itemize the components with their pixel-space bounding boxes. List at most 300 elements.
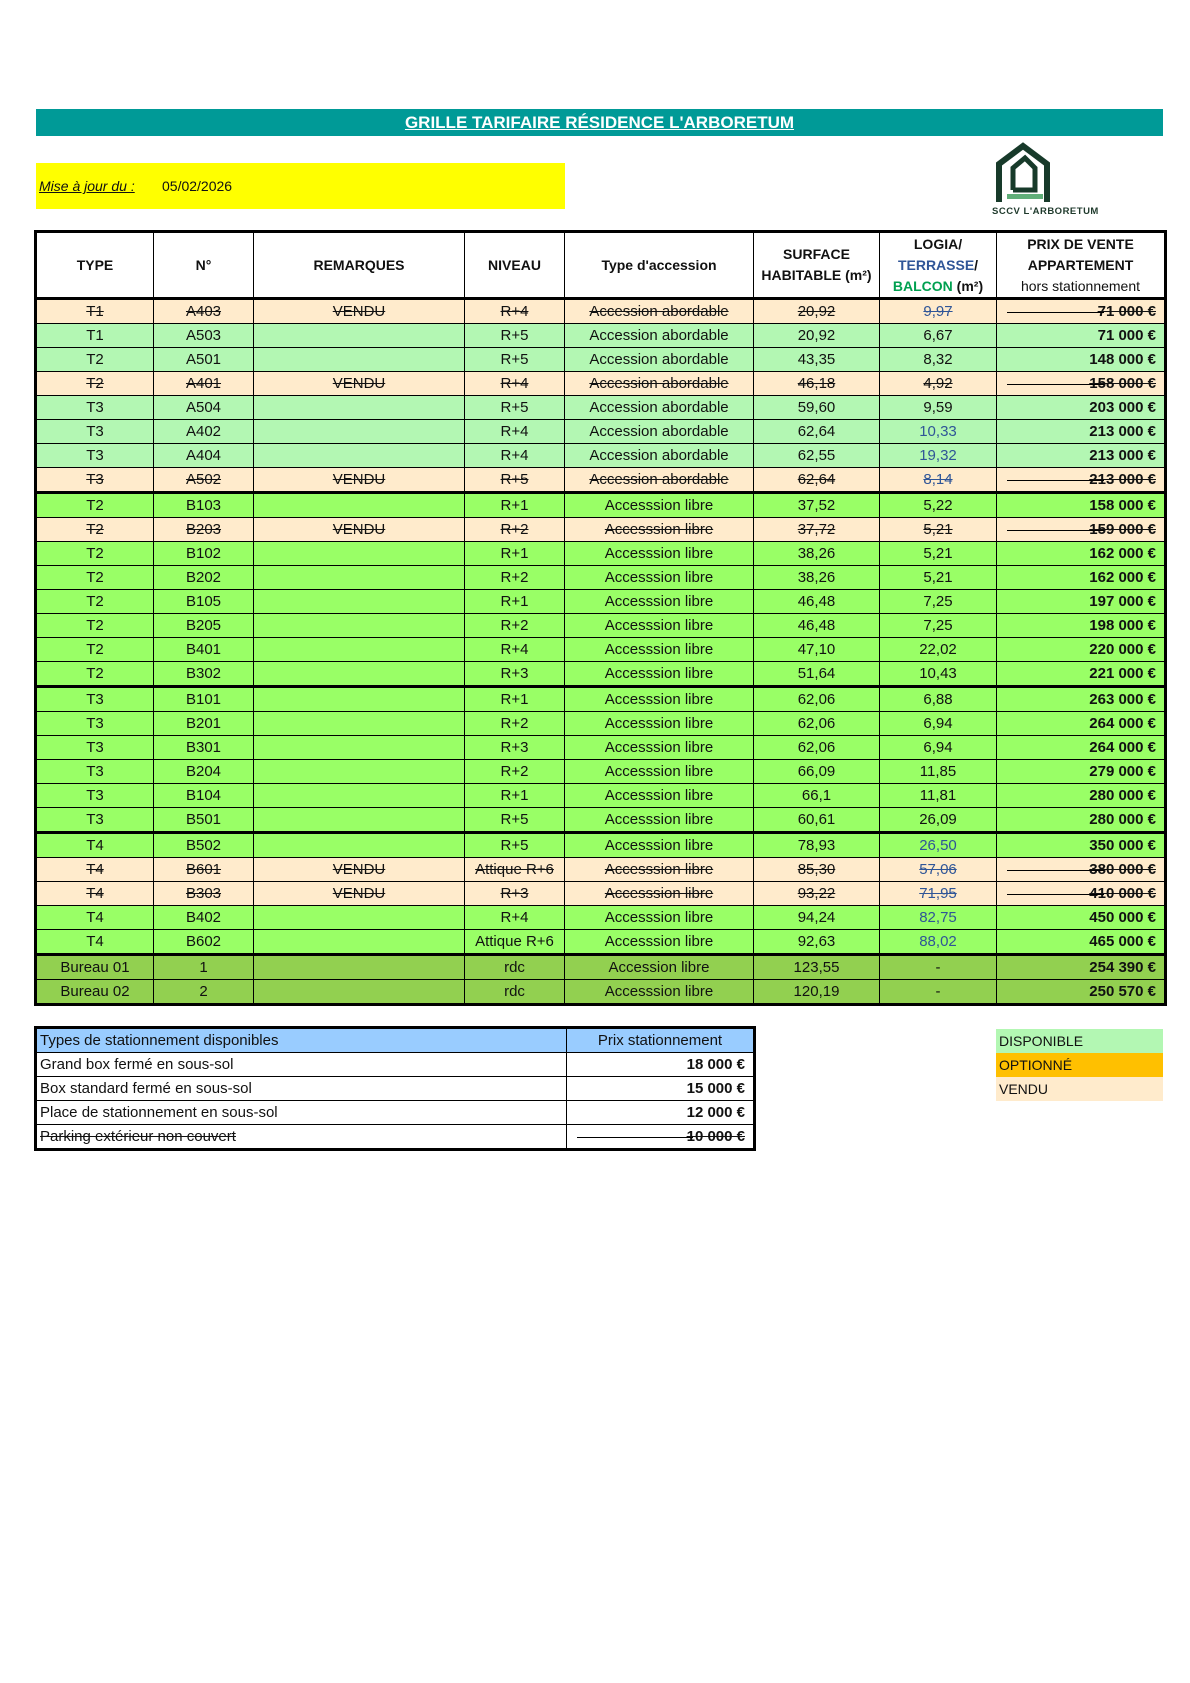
cell-surface: 38,26: [754, 542, 880, 566]
update-date: 05/02/2026: [162, 178, 233, 194]
cell-exterior-area: 71,95: [880, 882, 997, 906]
cell-price: 203 000 €: [997, 396, 1166, 420]
cell-numero: A401: [154, 372, 254, 396]
cell-remarques: VENDU: [254, 858, 465, 882]
cell-exterior-area: 82,75: [880, 906, 997, 930]
company-logo: [992, 142, 1102, 222]
legend-item: VENDU: [996, 1077, 1163, 1101]
cell-remarques: [254, 396, 465, 420]
cell-type: Bureau 01: [36, 955, 154, 980]
cell-niveau: R+4: [465, 906, 565, 930]
cell-exterior-area: 11,85: [880, 760, 997, 784]
cell-accession: Accesssion libre: [565, 930, 754, 955]
cell-exterior-area: 5,21: [880, 566, 997, 590]
parking-type: Parking extérieur non couvert: [36, 1125, 567, 1150]
cell-numero: B203: [154, 518, 254, 542]
cell-exterior-area: 7,25: [880, 614, 997, 638]
cell-remarques: [254, 760, 465, 784]
cell-price: 264 000 €: [997, 712, 1166, 736]
cell-surface: 62,64: [754, 468, 880, 493]
cell-surface: 60,61: [754, 808, 880, 833]
cell-niveau: R+2: [465, 760, 565, 784]
cell-exterior-area: 10,43: [880, 662, 997, 687]
col-header-remarques: REMARQUES: [254, 232, 465, 299]
cell-type: T1: [36, 299, 154, 324]
cell-accession: Accesssion libre: [565, 712, 754, 736]
parking-type: Box standard fermé en sous-sol: [36, 1077, 567, 1101]
cell-niveau: R+4: [465, 444, 565, 468]
cell-surface: 85,30: [754, 858, 880, 882]
cell-remarques: [254, 930, 465, 955]
table-row: [36, 372, 1166, 396]
cell-numero: A503: [154, 324, 254, 348]
table-row: [36, 299, 1166, 324]
table-row: [36, 348, 1166, 372]
cell-exterior-area: -: [880, 955, 997, 980]
table-row: [36, 468, 1166, 493]
table-row: [36, 736, 1166, 760]
cell-price: 250 570 €: [997, 980, 1166, 1005]
table-row: [36, 930, 1166, 955]
cell-niveau: R+5: [465, 396, 565, 420]
cell-type: T3: [36, 687, 154, 712]
table-row: [36, 566, 1166, 590]
update-label: Mise à jour du :: [39, 178, 135, 194]
col-header-type: TYPE: [36, 232, 154, 299]
legend-item: OPTIONNÉ: [996, 1053, 1163, 1077]
cell-type: Bureau 02: [36, 980, 154, 1005]
cell-surface: 66,09: [754, 760, 880, 784]
table-row: [36, 542, 1166, 566]
parking-type: Place de stationnement en sous-sol: [36, 1101, 567, 1125]
table-row: [36, 980, 1166, 1005]
cell-accession: Accesssion libre: [565, 638, 754, 662]
cell-type: T3: [36, 468, 154, 493]
cell-niveau: R+3: [465, 882, 565, 906]
house-logo-icon: [993, 142, 1053, 206]
cell-accession: Accesssion libre: [565, 833, 754, 858]
cell-price: 465 000 €: [997, 930, 1166, 955]
cell-niveau: rdc: [465, 955, 565, 980]
table-row: [36, 444, 1166, 468]
cell-numero: B502: [154, 833, 254, 858]
cell-type: T2: [36, 493, 154, 518]
cell-type: T3: [36, 712, 154, 736]
table-row: [36, 396, 1166, 420]
cell-remarques: [254, 566, 465, 590]
loggia-header-line3: [880, 276, 996, 297]
cell-numero: B103: [154, 493, 254, 518]
loggia-header-line1: LOGIA/: [913, 235, 963, 252]
cell-surface: 62,64: [754, 420, 880, 444]
cell-remarques: VENDU: [254, 372, 465, 396]
cell-remarques: VENDU: [254, 299, 465, 324]
loggia-slash: /: [974, 256, 979, 273]
cell-remarques: [254, 712, 465, 736]
cell-remarques: [254, 444, 465, 468]
cell-niveau: R+1: [465, 687, 565, 712]
cell-remarques: [254, 906, 465, 930]
cell-type: T2: [36, 614, 154, 638]
cell-accession: Accession abordable: [565, 468, 754, 493]
table-row: [36, 784, 1166, 808]
cell-type: T4: [36, 882, 154, 906]
parking-price: 15 000 €: [567, 1077, 755, 1101]
col-header-surface: [754, 232, 880, 299]
table-row: [36, 324, 1166, 348]
cell-price: 162 000 €: [997, 566, 1166, 590]
cell-numero: B201: [154, 712, 254, 736]
cell-price: 280 000 €: [997, 808, 1166, 833]
cell-accession: Accesssion libre: [565, 906, 754, 930]
terrasse-label: TERRASSE: [897, 256, 975, 273]
legend-item: DISPONIBLE: [996, 1029, 1163, 1053]
cell-numero: A504: [154, 396, 254, 420]
cell-accession: Accesssion libre: [565, 736, 754, 760]
cell-surface: 51,64: [754, 662, 880, 687]
cell-price: 148 000 €: [997, 348, 1166, 372]
cell-price: 159 000 €: [997, 518, 1166, 542]
cell-remarques: [254, 542, 465, 566]
table-row: [36, 760, 1166, 784]
cell-type: T3: [36, 808, 154, 833]
cell-price: 220 000 €: [997, 638, 1166, 662]
cell-exterior-area: 5,22: [880, 493, 997, 518]
cell-price: 213 000 €: [997, 468, 1166, 493]
parking-row: [36, 1077, 755, 1101]
cell-price: 213 000 €: [997, 444, 1166, 468]
cell-surface: 46,18: [754, 372, 880, 396]
cell-type: T2: [36, 638, 154, 662]
cell-price: 263 000 €: [997, 687, 1166, 712]
status-legend: [996, 1029, 1163, 1101]
cell-price: 264 000 €: [997, 736, 1166, 760]
cell-price: 280 000 €: [997, 784, 1166, 808]
cell-type: T3: [36, 420, 154, 444]
cell-type: T2: [36, 542, 154, 566]
cell-exterior-area: 8,32: [880, 348, 997, 372]
cell-numero: B602: [154, 930, 254, 955]
cell-remarques: [254, 348, 465, 372]
cell-surface: 37,72: [754, 518, 880, 542]
cell-niveau: R+2: [465, 712, 565, 736]
cell-accession: Accession abordable: [565, 348, 754, 372]
surface-header-line2: HABITABLE (m²): [761, 267, 872, 283]
cell-accession: Accesssion libre: [565, 590, 754, 614]
cell-numero: A501: [154, 348, 254, 372]
cell-exterior-area: 6,88: [880, 687, 997, 712]
cell-accession: Accession abordable: [565, 372, 754, 396]
cell-exterior-area: 8,14: [880, 468, 997, 493]
cell-niveau: R+1: [465, 784, 565, 808]
cell-remarques: [254, 614, 465, 638]
cell-accession: Accesssion libre: [565, 760, 754, 784]
cell-price: 279 000 €: [997, 760, 1166, 784]
cell-niveau: R+4: [465, 299, 565, 324]
table-row: [36, 518, 1166, 542]
cell-remarques: [254, 808, 465, 833]
cell-surface: 62,06: [754, 712, 880, 736]
cell-niveau: R+3: [465, 736, 565, 760]
cell-numero: 1: [154, 955, 254, 980]
cell-exterior-area: 6,94: [880, 736, 997, 760]
cell-surface: 46,48: [754, 590, 880, 614]
cell-niveau: R+5: [465, 468, 565, 493]
cell-remarques: [254, 324, 465, 348]
cell-accession: Accession abordable: [565, 324, 754, 348]
cell-price: 71 000 €: [997, 324, 1166, 348]
cell-remarques: [254, 784, 465, 808]
cell-exterior-area: -: [880, 980, 997, 1005]
cell-niveau: R+1: [465, 542, 565, 566]
cell-surface: 20,92: [754, 324, 880, 348]
cell-remarques: [254, 662, 465, 687]
cell-price: 450 000 €: [997, 906, 1166, 930]
table-row: [36, 955, 1166, 980]
cell-surface: 62,55: [754, 444, 880, 468]
cell-numero: B303: [154, 882, 254, 906]
table-row: [36, 906, 1166, 930]
cell-surface: 66,1: [754, 784, 880, 808]
cell-numero: B401: [154, 638, 254, 662]
cell-remarques: [254, 980, 465, 1005]
table-row: [36, 833, 1166, 858]
col-header-numero: N°: [154, 232, 254, 299]
cell-niveau: R+5: [465, 833, 565, 858]
cell-surface: 78,93: [754, 833, 880, 858]
cell-exterior-area: 19,32: [880, 444, 997, 468]
cell-exterior-area: 26,09: [880, 808, 997, 833]
cell-numero: B205: [154, 614, 254, 638]
cell-surface: 92,63: [754, 930, 880, 955]
cell-niveau: R+4: [465, 420, 565, 444]
cell-type: T3: [36, 444, 154, 468]
cell-numero: B202: [154, 566, 254, 590]
col-header-prix: [997, 232, 1166, 299]
cell-type: T1: [36, 324, 154, 348]
price-grid-table: [34, 230, 1167, 1006]
table-header-row: [36, 232, 1166, 299]
cell-exterior-area: 11,81: [880, 784, 997, 808]
cell-type: T3: [36, 736, 154, 760]
cell-surface: 43,35: [754, 348, 880, 372]
cell-type: T2: [36, 590, 154, 614]
cell-accession: Accession abordable: [565, 444, 754, 468]
cell-price: 254 390 €: [997, 955, 1166, 980]
prix-header-line1: PRIX DE VENTE: [1027, 235, 1134, 252]
col-header-niveau: NIVEAU: [465, 232, 565, 299]
cell-surface: 62,06: [754, 736, 880, 760]
cell-accession: Accesssion libre: [565, 882, 754, 906]
cell-surface: 93,22: [754, 882, 880, 906]
cell-accession: Accession abordable: [565, 396, 754, 420]
cell-remarques: [254, 687, 465, 712]
cell-niveau: Attique R+6: [465, 930, 565, 955]
cell-exterior-area: 5,21: [880, 542, 997, 566]
page-title: GRILLE TARIFAIRE RÉSIDENCE L'ARBORETUM: [404, 113, 795, 132]
cell-remarques: [254, 833, 465, 858]
table-row: [36, 662, 1166, 687]
cell-price: 213 000 €: [997, 420, 1166, 444]
cell-surface: 38,26: [754, 566, 880, 590]
parking-table: [34, 1026, 756, 1151]
cell-type: T4: [36, 858, 154, 882]
cell-numero: A404: [154, 444, 254, 468]
cell-accession: Accesssion libre: [565, 566, 754, 590]
cell-accession: Accesssion libre: [565, 858, 754, 882]
prix-header-line2: APPARTEMENT: [1027, 256, 1134, 273]
cell-numero: B105: [154, 590, 254, 614]
cell-price: 410 000 €: [997, 882, 1166, 906]
cell-niveau: R+3: [465, 662, 565, 687]
parking-type: Grand box fermé en sous-sol: [36, 1053, 567, 1077]
cell-numero: B601: [154, 858, 254, 882]
cell-type: T3: [36, 396, 154, 420]
cell-exterior-area: 9,97: [880, 299, 997, 324]
cell-exterior-area: 88,02: [880, 930, 997, 955]
cell-accession: Accesssion libre: [565, 784, 754, 808]
cell-accession: Accession libre: [565, 955, 754, 980]
cell-niveau: R+2: [465, 566, 565, 590]
cell-remarques: [254, 420, 465, 444]
cell-type: T2: [36, 566, 154, 590]
cell-numero: A502: [154, 468, 254, 493]
cell-surface: 94,24: [754, 906, 880, 930]
cell-numero: B102: [154, 542, 254, 566]
cell-surface: 47,10: [754, 638, 880, 662]
table-row: [36, 882, 1166, 906]
cell-remarques: VENDU: [254, 468, 465, 493]
cell-exterior-area: 4,92: [880, 372, 997, 396]
cell-type: T3: [36, 760, 154, 784]
table-row: [36, 614, 1166, 638]
cell-numero: B501: [154, 808, 254, 833]
cell-niveau: R+2: [465, 518, 565, 542]
page-title-bar: [36, 109, 1163, 136]
cell-remarques: VENDU: [254, 518, 465, 542]
col-header-accession: Type d'accession: [565, 232, 754, 299]
parking-row: [36, 1053, 755, 1077]
cell-exterior-area: 9,59: [880, 396, 997, 420]
cell-niveau: R+2: [465, 614, 565, 638]
cell-accession: Accession abordable: [565, 420, 754, 444]
cell-type: T4: [36, 833, 154, 858]
cell-accession: Accesssion libre: [565, 980, 754, 1005]
cell-exterior-area: 10,33: [880, 420, 997, 444]
cell-numero: 2: [154, 980, 254, 1005]
cell-surface: 62,06: [754, 687, 880, 712]
cell-niveau: R+5: [465, 808, 565, 833]
cell-accession: Accesssion libre: [565, 662, 754, 687]
cell-niveau: R+1: [465, 590, 565, 614]
table-row: [36, 808, 1166, 833]
cell-accession: Accesssion libre: [565, 687, 754, 712]
cell-remarques: [254, 493, 465, 518]
cell-price: 221 000 €: [997, 662, 1166, 687]
table-row: [36, 712, 1166, 736]
parking-row: [36, 1101, 755, 1125]
cell-numero: B104: [154, 784, 254, 808]
cell-niveau: Attique R+6: [465, 858, 565, 882]
table-row: [36, 493, 1166, 518]
loggia-header-line2: [880, 255, 996, 276]
balcon-label: BALCON: [892, 277, 953, 294]
parking-row: [36, 1125, 755, 1150]
cell-exterior-area: 6,67: [880, 324, 997, 348]
cell-accession: Accesssion libre: [565, 614, 754, 638]
parking-header-type: Types de stationnement disponibles: [36, 1028, 567, 1053]
cell-type: T2: [36, 518, 154, 542]
cell-price: 198 000 €: [997, 614, 1166, 638]
cell-type: T2: [36, 372, 154, 396]
cell-price: 380 000 €: [997, 858, 1166, 882]
cell-numero: B402: [154, 906, 254, 930]
loggia-unit: (m²): [952, 277, 984, 294]
cell-price: 158 000 €: [997, 493, 1166, 518]
table-row: [36, 638, 1166, 662]
table-row: [36, 858, 1166, 882]
cell-type: T2: [36, 662, 154, 687]
cell-remarques: [254, 638, 465, 662]
cell-niveau: R+5: [465, 348, 565, 372]
cell-type: T3: [36, 784, 154, 808]
cell-remarques: [254, 590, 465, 614]
parking-price: 18 000 €: [567, 1053, 755, 1077]
table-body: [36, 299, 1166, 1005]
cell-exterior-area: 22,02: [880, 638, 997, 662]
cell-niveau: rdc: [465, 980, 565, 1005]
table-row: [36, 687, 1166, 712]
update-date-box: [36, 163, 565, 209]
parking-body: [36, 1053, 755, 1150]
cell-accession: Accesssion libre: [565, 518, 754, 542]
cell-exterior-area: 6,94: [880, 712, 997, 736]
cell-accession: Accesssion libre: [565, 542, 754, 566]
table-row: [36, 590, 1166, 614]
cell-exterior-area: 7,25: [880, 590, 997, 614]
cell-surface: 59,60: [754, 396, 880, 420]
cell-surface: 37,52: [754, 493, 880, 518]
cell-accession: Accession abordable: [565, 299, 754, 324]
cell-numero: B204: [154, 760, 254, 784]
col-header-loggia: [880, 232, 997, 299]
cell-accession: Accesssion libre: [565, 493, 754, 518]
cell-exterior-area: 5,21: [880, 518, 997, 542]
cell-price: 350 000 €: [997, 833, 1166, 858]
cell-niveau: R+4: [465, 372, 565, 396]
cell-niveau: R+4: [465, 638, 565, 662]
cell-numero: B101: [154, 687, 254, 712]
cell-numero: A402: [154, 420, 254, 444]
parking-header-row: [36, 1028, 755, 1053]
cell-remarques: VENDU: [254, 882, 465, 906]
cell-surface: 46,48: [754, 614, 880, 638]
cell-exterior-area: 26,50: [880, 833, 997, 858]
cell-numero: B302: [154, 662, 254, 687]
cell-price: 162 000 €: [997, 542, 1166, 566]
cell-price: 71 000 €: [997, 299, 1166, 324]
cell-surface: 120,19: [754, 980, 880, 1005]
cell-remarques: [254, 955, 465, 980]
cell-exterior-area: 57,06: [880, 858, 997, 882]
cell-price: 197 000 €: [997, 590, 1166, 614]
cell-price: 158 000 €: [997, 372, 1166, 396]
cell-type: T4: [36, 930, 154, 955]
logo-text: SCCV L'ARBORETUM: [992, 206, 1099, 217]
prix-header-line3: hors stationnement: [1020, 277, 1141, 294]
cell-type: T2: [36, 348, 154, 372]
cell-niveau: R+5: [465, 324, 565, 348]
